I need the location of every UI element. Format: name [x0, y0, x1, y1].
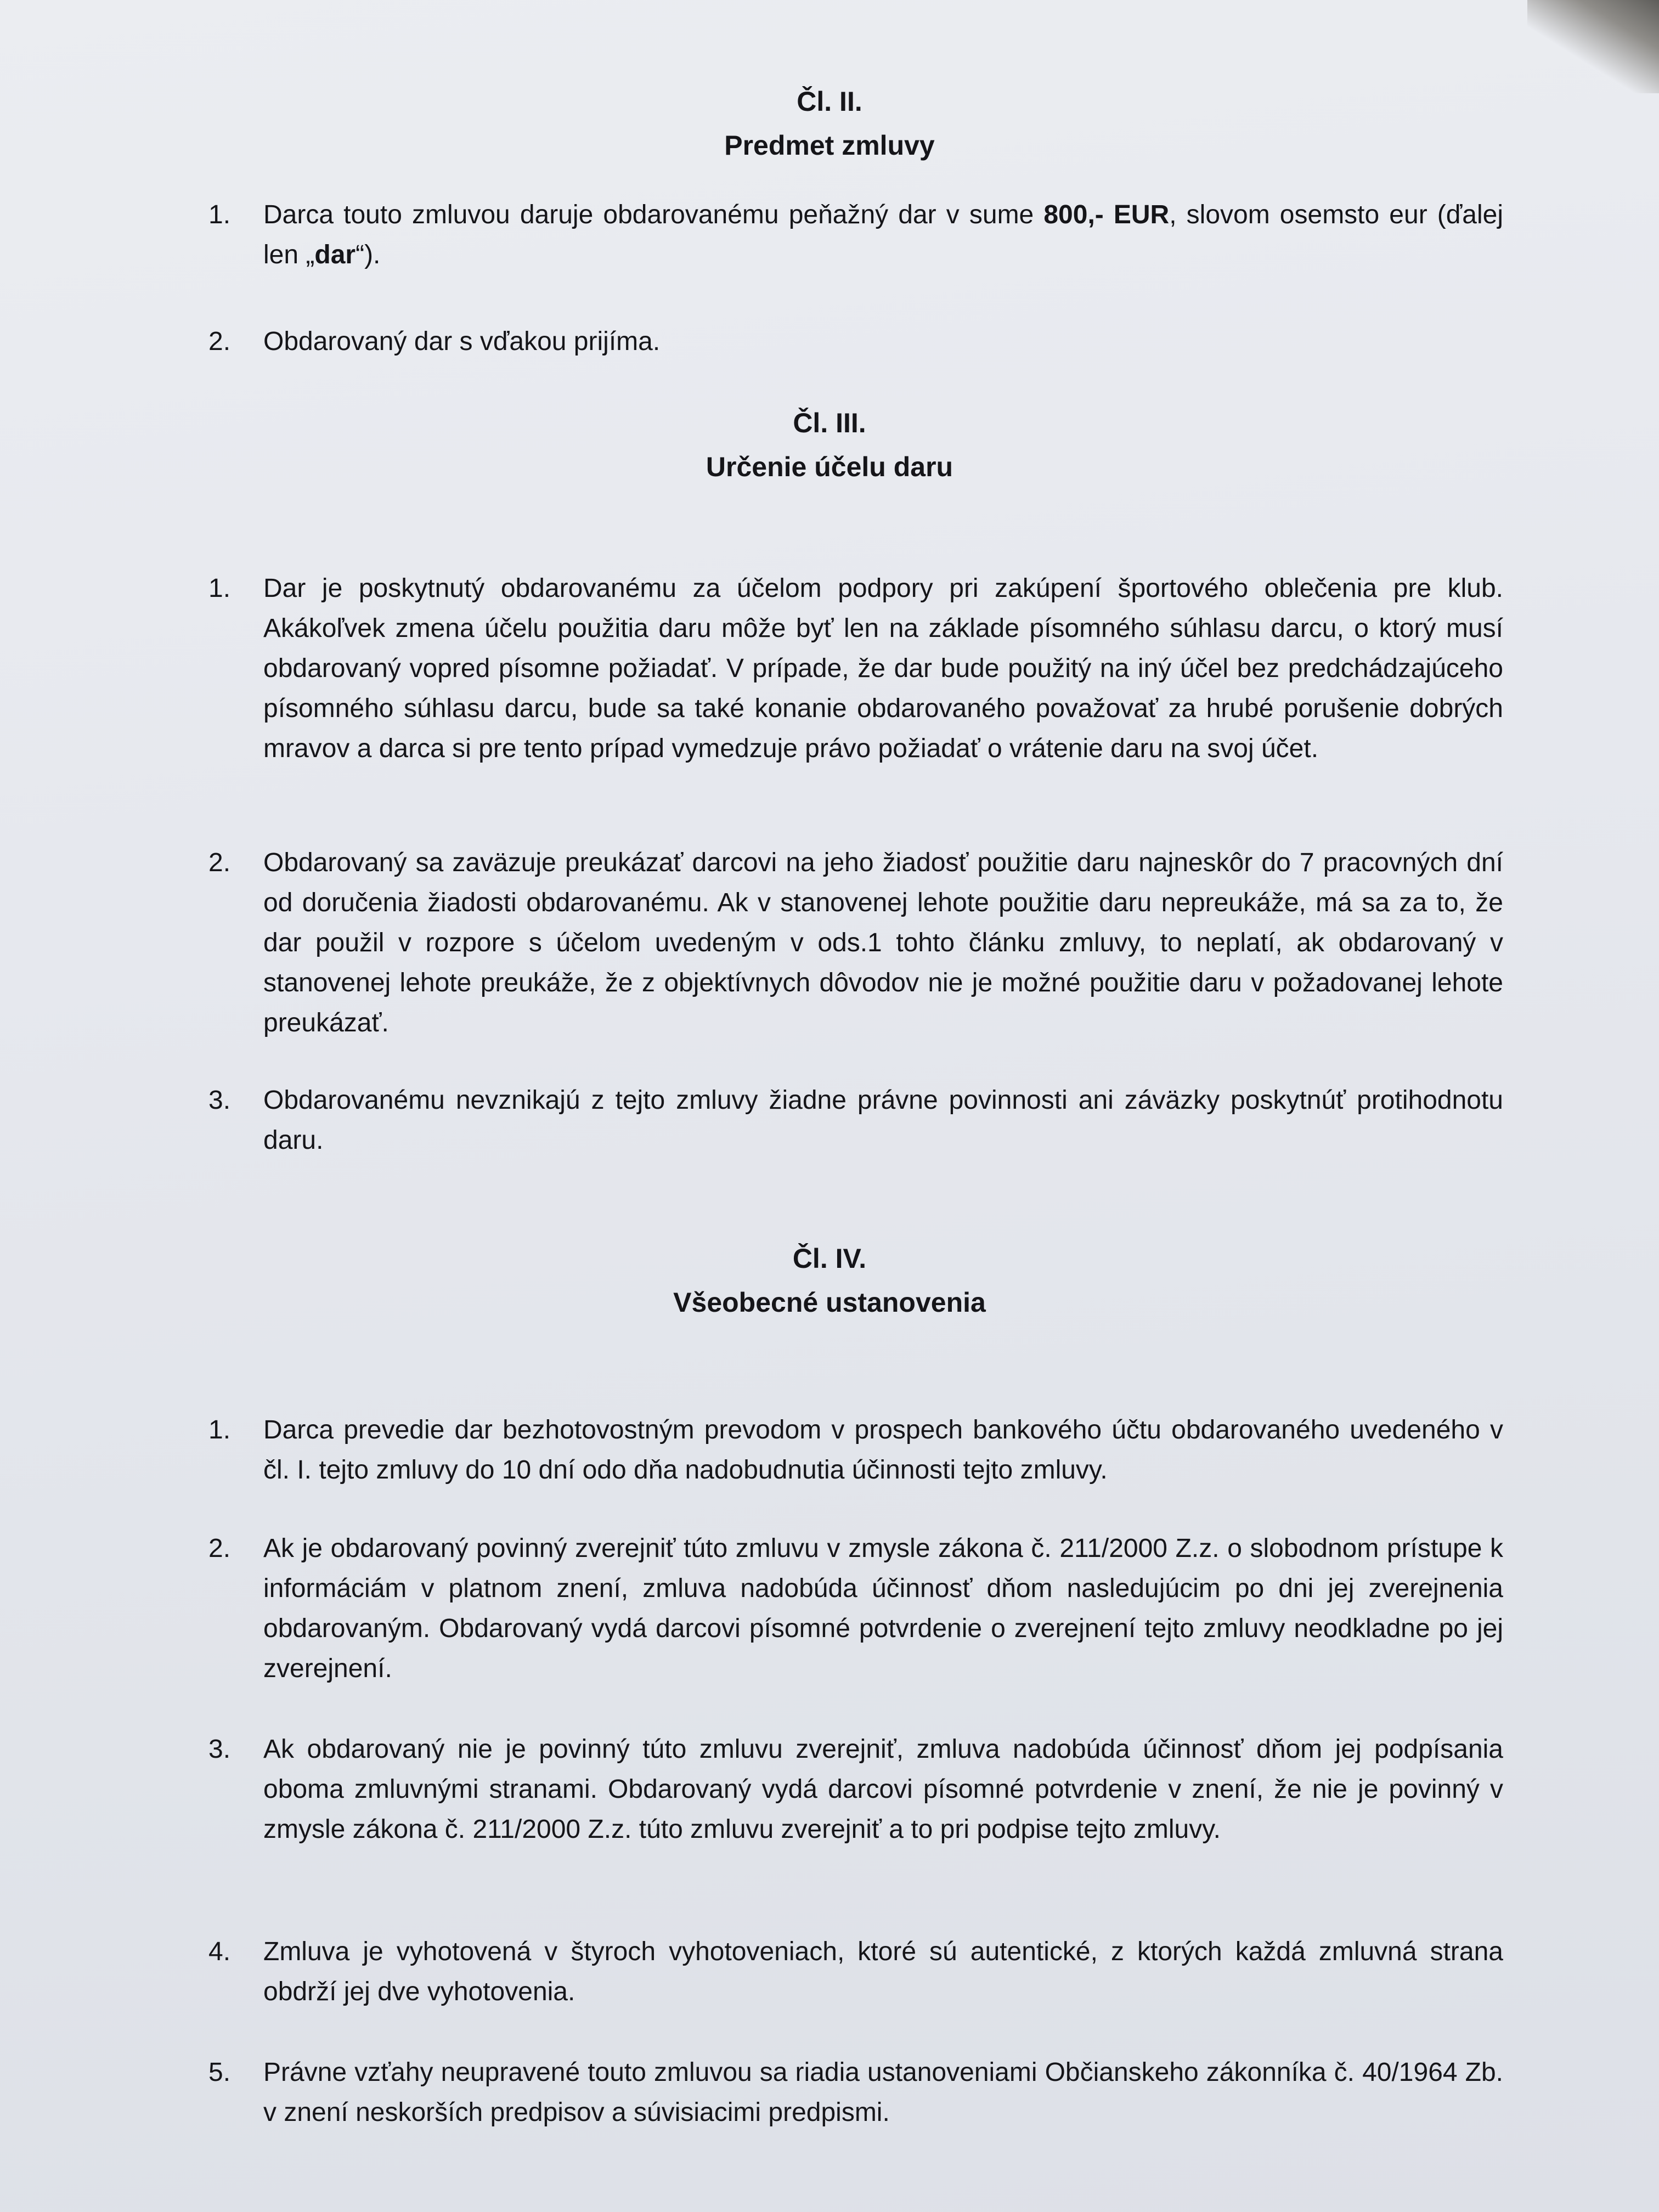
clause — [208, 568, 1503, 769]
clause — [208, 1932, 1503, 2012]
article-heading — [0, 80, 1659, 167]
clause-text: Dar je poskytnutý obdarovanému za účelom podpory pri zakúpení športového oblečenia pre klub. Akákoľvek zmena účelu použitia daru môže byť len na základe písomného súhlasu darcu, o ktorý musí obdarovaný vopred písomne požiadať. V prípade, že dar bude použitý na iný účel bez predchádzajúceho písomného súhlasu darcu, bude sa také konanie obdarovaného považovať za hrubé porušenie dobrých mravov a darca si pre tento prípad vymedzuje právo požiadať o vrátenie daru na svoj účet. — [263, 574, 1503, 763]
article-title: Všeobecné ustanovenia — [673, 1287, 986, 1318]
gift-amount: 800,- EUR — [1043, 200, 1170, 229]
clause-number: 5. — [208, 2058, 231, 2087]
clause-text: Obdarovanému nevznikajú z tejto zmluvy žiadne právne povinnosti ani záväzky poskytnúť protihodnotu daru. — [263, 1086, 1503, 1155]
article-heading — [0, 401, 1659, 489]
clause-text: Obdarovaný dar s vďakou prijíma. — [263, 327, 661, 356]
clause — [208, 1410, 1503, 1490]
clause-number: 1. — [208, 1415, 231, 1444]
clause-text: Darca prevedie dar bezhotovostným prevodom v prospech bankového účtu obdarovaného uvedeného v čl. I. tejto zmluvy do 10 dní odo dňa nadobudnutia účinnosti tejto zmluvy. — [263, 1415, 1503, 1485]
article-title: Predmet zmluvy — [724, 130, 935, 161]
clause-number: 2. — [208, 848, 231, 877]
clause-text: Obdarovaný sa zaväzuje preukázať darcovi na jeho žiadosť použitie daru najneskôr do 7 pracovných dní od doručenia žiadosti obdarovanému. Ak v stanovenej lehote použitie daru nepreukáže, má sa za to, že dar použil v rozpore s účelom uvedeným v ods.1 tohto článku zmluvy, to neplatí, ak obdarovaný v stanovenej lehote preukáže, že z objektívnych dôvodov nie je možné použitie daru v požadovanej lehote preukázať. — [263, 848, 1503, 1037]
clause-text: Ak obdarovaný nie je povinný túto zmluvu zverejniť, zmluva nadobúda účinnosť dňom jej podpísania oboma zmluvnými stranami. Obdarovaný vydá darcovi písomné potvrdenie v znení, že nie je povinný v zmysle zákona č. 211/2000 Z.z. túto zmluvu zverejniť a to pri podpise tejto zmluvy. — [263, 1735, 1503, 1844]
clause-text: Zmluva je vyhotovená v štyroch vyhotoveniach, ktoré sú autentické, z ktorých každá zmluvná strana obdrží jej dve vyhotovenia. — [263, 1937, 1503, 2006]
clause-number: 1. — [208, 574, 231, 603]
clause-number: 2. — [208, 327, 231, 356]
clause-number: 1. — [208, 200, 231, 229]
clause-text: Ak je obdarovaný povinný zverejniť túto zmluvu v zmysle zákona č. 211/2000 Z.z. o slobodnom prístupe k informáciám v platnom znení, zmluva nadobúda účinnosť dňom nasledujúcim po dni jej zverejnenia obdarovaným. Obdarovaný vydá darcovi písomné potvrdenie o zverejnení tejto zmluvy neodkladne po jej zverejnení. — [263, 1534, 1503, 1683]
clause — [208, 2052, 1503, 2132]
clause — [208, 1080, 1503, 1160]
article-number: Čl. III. — [793, 408, 866, 438]
clause — [208, 843, 1503, 1043]
clause-number: 3. — [208, 1086, 231, 1115]
clause-text: Darca touto zmluvou daruje obdarovanému peňažný dar v sume 800,- EUR, slovom osemsto eur (ďalej len „dar“). — [263, 200, 1504, 269]
clause — [208, 321, 1503, 362]
clause-text: Právne vzťahy neupravené touto zmluvou sa riadia ustanoveniami Občianskeho zákonníka č. 40/1964 Zb. v znení neskorších predpisov a súvisiacimi predpismi. — [263, 2058, 1503, 2127]
defined-term: dar — [314, 240, 356, 269]
article-number: Čl. II. — [797, 86, 862, 117]
article-number: Čl. IV. — [792, 1243, 867, 1274]
clause-number: 4. — [208, 1937, 231, 1966]
clause — [208, 1528, 1503, 1689]
clause-number: 2. — [208, 1534, 231, 1563]
clause — [208, 195, 1503, 275]
article-title: Určenie účelu daru — [706, 452, 953, 482]
article-heading — [0, 1237, 1659, 1324]
clause-number: 3. — [208, 1735, 231, 1764]
clause — [208, 1729, 1503, 1849]
